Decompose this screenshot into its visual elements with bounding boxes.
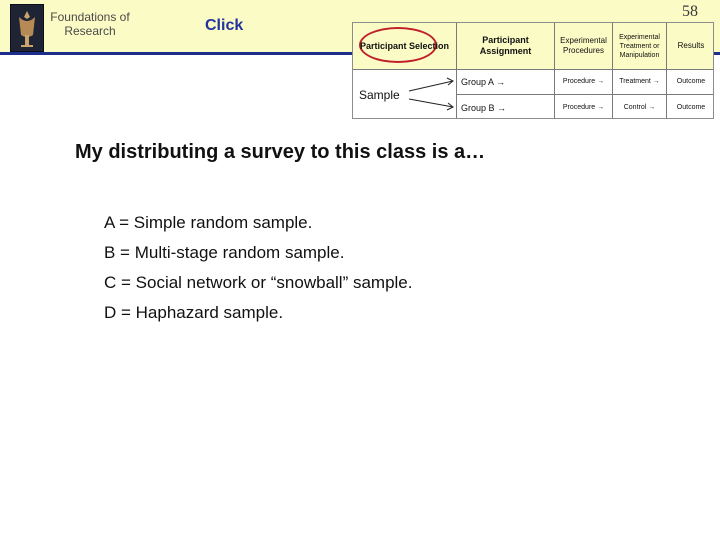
procedure-cell: Procedure → xyxy=(562,104,605,111)
header-participant-selection: Participant Selection xyxy=(359,40,450,51)
procedure-cell: Procedure → xyxy=(562,78,605,85)
header-experimental-procedures: Experimental Procedures xyxy=(560,36,607,55)
header-treatment: Experimental Treatment or Manipulation xyxy=(619,33,660,59)
outcome-cell: Outcome xyxy=(676,78,706,85)
click-label[interactable]: Click xyxy=(205,17,244,34)
brand-line-1: Foundations of xyxy=(50,10,130,24)
header-results: Results xyxy=(677,41,705,50)
question-text: My distributing a survey to this class is a… xyxy=(75,141,486,163)
control-cell: Control → xyxy=(623,104,656,111)
option-b: B = Multi-stage random sample. xyxy=(104,243,345,262)
outcome-cell: Outcome xyxy=(676,104,706,111)
group-a-cell: Group A → xyxy=(461,76,506,87)
option-c: C = Social network or “snowball” sample. xyxy=(104,273,413,292)
brand-title xyxy=(40,10,140,38)
brand-line-2: Research xyxy=(64,24,116,38)
sample-label: Sample xyxy=(359,88,400,102)
option-d: D = Haphazard sample. xyxy=(104,303,284,322)
header-participant-assignment: Participant Assignment xyxy=(479,35,532,56)
answer-options xyxy=(104,208,412,328)
option-a: A = Simple random sample. xyxy=(104,213,313,232)
group-b-cell: Group B → xyxy=(461,102,507,113)
treatment-cell: Treatment → xyxy=(619,78,660,85)
crest-icon xyxy=(11,5,43,51)
page-number: 58 xyxy=(682,3,698,20)
research-design-diagram xyxy=(352,22,714,119)
logo xyxy=(10,4,44,52)
